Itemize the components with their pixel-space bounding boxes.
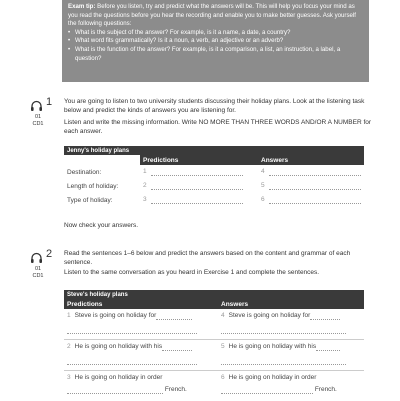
sentence-end: French. [315,386,337,393]
table-row [64,371,364,401]
table-header [64,299,364,309]
item-number: 1 [143,168,147,175]
table-row [64,179,364,193]
sentence-stem: He is going on holiday in order [229,374,317,381]
item-number: 6 [261,196,265,203]
item-number: 3 [67,374,71,381]
exercise-number: 1 [46,96,52,108]
exam-tip-label: Exam tip: [68,3,95,10]
answer-blank[interactable] [162,343,192,351]
answer-blank[interactable] [67,386,163,394]
answer-blank[interactable] [316,343,340,351]
item-number: 3 [143,196,147,203]
jenny-holiday-table [64,146,364,207]
row-label: Destination: [64,165,140,179]
sentence-stem: Steve is going on holiday for [229,312,311,319]
exam-tip-list [68,29,363,63]
item-number: 5 [261,182,265,189]
sentence-stem: He is going on holiday with his [229,343,316,350]
table-row [64,340,364,371]
answer-blank[interactable] [221,326,346,334]
exercise-2-task: Listen to the same conversation as you heard in Exercise 1 and complete the sentences. [64,268,374,277]
exercise-1-task: Listen and write the missing information. Write NO MORE THAN THREE WORDS AND/OR A NUMBER for each answer. [64,118,374,136]
exam-tip-bullet: • What word fits grammatically? Is it a noun, a verb, an adjective or an adverb? [68,37,363,46]
row-label: Type of holiday: [64,193,140,207]
item-number: 4 [261,168,265,175]
exercise-2-instructions: Read the sentences 1–6 below and predict the answers based on the content and grammar of each sentence. [64,249,374,267]
table-header [64,155,364,165]
exam-tip-box [62,0,369,82]
answer-blank[interactable] [156,312,192,320]
exam-tip-bullet: • What is the subject of the answer? For example, is it a name, a date, a country? [68,29,363,38]
answer-blank[interactable] [269,182,361,190]
cd-number: CD1 [32,121,44,128]
item-number: 4 [221,312,225,319]
check-answers-text: Now check your answers. [64,221,374,230]
col-predictions: Predictions [64,299,218,309]
sentence-end: French. [165,386,187,393]
item-number: 1 [67,312,71,319]
exercise-number: 2 [46,248,52,260]
item-number: 2 [67,343,71,350]
answer-blank[interactable] [310,312,340,320]
answer-blank[interactable] [151,196,243,204]
exam-tip-bullet: • What is the function of the answer? For example, is it a comparison, a list, an instruction, a label, a question? [68,46,363,63]
table-caption: Jenny's holiday plans [64,146,364,155]
answer-blank[interactable] [269,168,361,176]
item-number: 2 [143,182,147,189]
table-row [64,309,364,340]
item-number: 6 [221,374,225,381]
answer-blank[interactable] [221,386,313,394]
table-caption: Steve's holiday plans [64,290,364,299]
track-label [32,114,44,127]
col-predictions: Predictions [140,155,258,165]
headphones-icon [30,252,43,264]
headphones-icon [30,100,43,112]
sentence-stem: Steve is going on holiday for [75,312,157,319]
track-number: 01 [32,114,44,121]
track-number: 01 [32,266,44,273]
answer-blank[interactable] [67,357,197,365]
answer-blank[interactable] [221,357,346,365]
cd-number: CD1 [32,273,44,280]
steve-holiday-table [64,290,364,401]
exercise-1-instructions: You are going to listen to two university students discussing their holiday plans. Look at the listening task below and predict the kinds of answers you are listening for. [64,97,374,115]
table-row [64,193,364,207]
item-number: 5 [221,343,225,350]
col-answers: Answers [258,155,364,165]
col-answers: Answers [218,299,364,309]
track-label [32,266,44,279]
exam-tip-text: Before you listen, try and predict what the answers will be. This will help you focus your mind as you read the questions before you hear the recording and enable you to make better guesses. Ask yourself the following questions: [68,3,356,27]
answer-blank[interactable] [67,326,197,334]
answer-blank[interactable] [151,182,243,190]
table-row [64,165,364,179]
answer-blank[interactable] [269,196,361,204]
sentence-stem: He is going on holiday in order [75,374,163,381]
sentence-stem: He is going on holiday with his [75,343,162,350]
answer-blank[interactable] [151,168,243,176]
row-label: Length of holiday: [64,179,140,193]
